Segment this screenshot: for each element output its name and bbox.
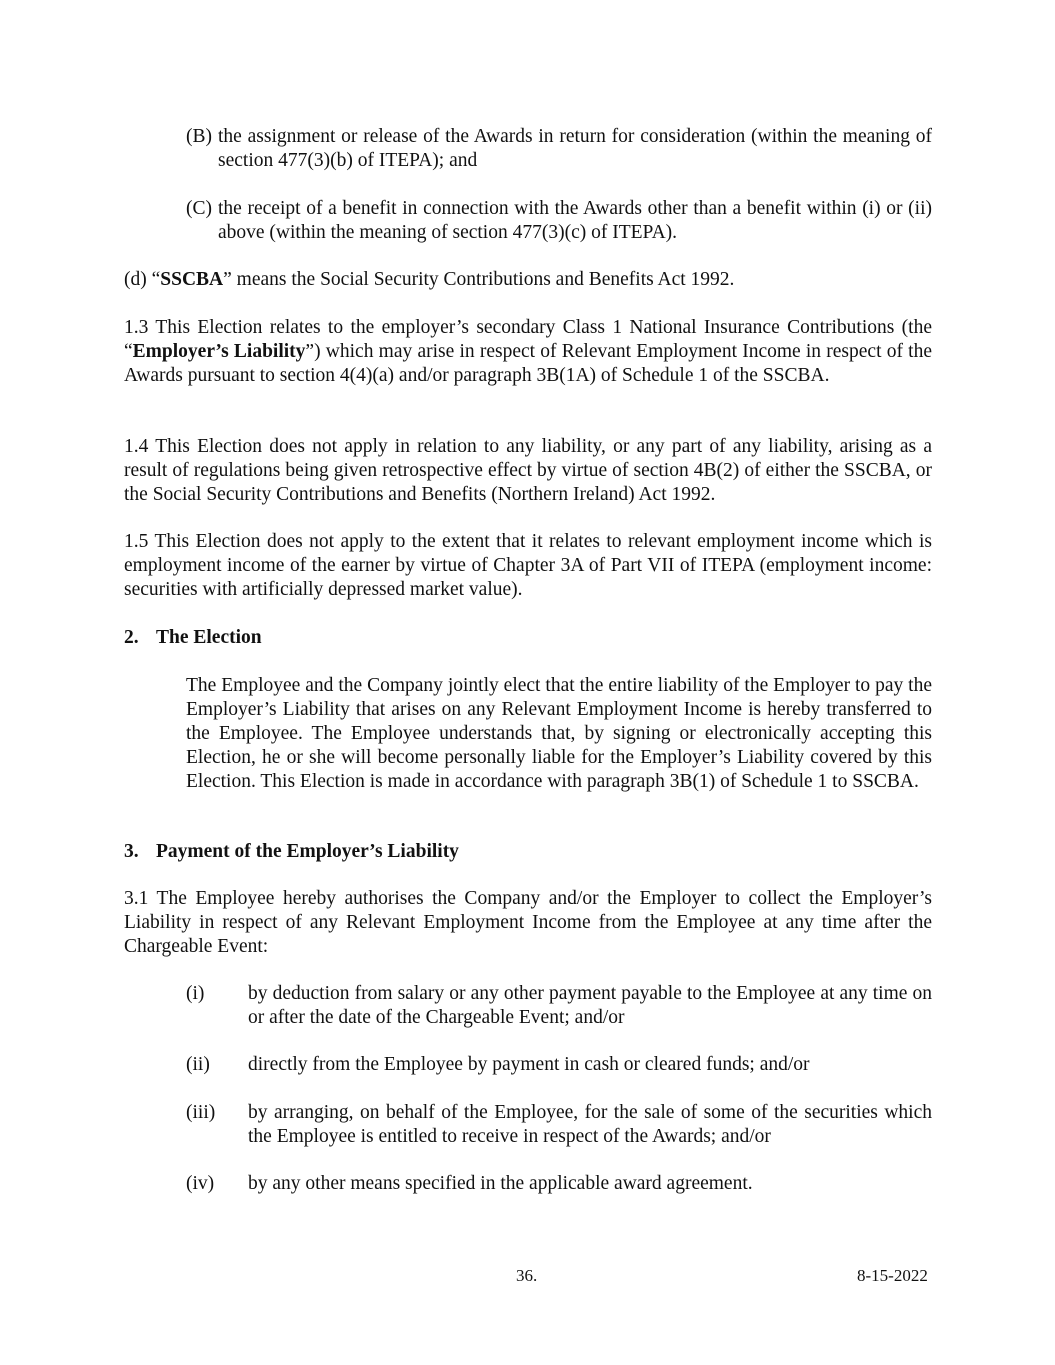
list-item: (ii) directly from the Employee by payment in cash or cleared funds; and/or bbox=[186, 1054, 810, 1075]
section-title: The Election bbox=[156, 627, 262, 648]
footer-date: 8-15-2022 bbox=[857, 1266, 928, 1285]
section-heading-3: 3. Payment of the Employer’s Liability bbox=[124, 841, 459, 862]
section-2-body: The Employee and the Company jointly elect that the entire liability of the Employer to pay the Employer’s Liability that arises on any Relevant Employment Income is hereby transferred to the Employee. The Employee understands that, by signing or electronically accepting this Election, he or she will become personally liable for the Employer’s Liability covered by this Election. This Election is made in accordance with paragraph 3B(1) of Schedule 1 to SSCBA. bbox=[186, 675, 932, 792]
paragraph-1-4: 1.4 This Election does not apply in relation to any liability, or any part of any liability, arising as a result of regulations being given retrospective effect by virtue of section 4B(2) of either the SSCBA, or the Social Security Contributions and Benefits (Northern Ireland) Act 1992. bbox=[124, 436, 932, 505]
defined-term: SSCBA bbox=[160, 269, 224, 290]
sub-item-text: the receipt of a benefit in connection with the Awards other than a benefit within (i) or (ii) above (within the meaning of section 477(3)(c) of ITEPA). bbox=[218, 198, 932, 243]
section-title: Payment of the Employer’s Liability bbox=[156, 841, 459, 862]
sub-item-c bbox=[186, 197, 932, 245]
page-number: 36. bbox=[516, 1266, 538, 1285]
list-item: (iii) by arranging, on behalf of the Employee, for the sale of some of the securities which the Employee is entitled to receive in respect of the Awards; and/or bbox=[186, 1102, 932, 1147]
definition-sscba: (d) “SSCBA” means the Social Security Contributions and Benefits Act 1992. bbox=[124, 269, 735, 290]
sub-item-label: (B) bbox=[186, 126, 212, 147]
sub-item-text: the assignment or release of the Awards in return for consideration (within the meaning of section 477(3)(b) of ITEPA); and bbox=[218, 126, 932, 171]
section-heading-2: 2. The Election bbox=[124, 627, 262, 648]
defined-term: Employer’s Liability bbox=[132, 341, 306, 362]
list-item: (iv) by any other means specified in the applicable award agreement. bbox=[186, 1173, 753, 1194]
paragraph-1-3: 1.3 This Election relates to the employer’s secondary Class 1 National Insurance Contributions (the “Employer’s Liability”) which may arise in respect of Relevant Employment Income in respect of the Awards pursuant to section 4(4)(a) and/or paragraph 3B(1A) of Schedule 1 of the SSCBA. bbox=[124, 317, 932, 386]
sub-item-label: (C) bbox=[186, 198, 212, 219]
list-item: (i) by deduction from salary or any other payment payable to the Employee at any time on or after the date of the Chargeable Event; and/or bbox=[186, 983, 932, 1028]
sub-item-b bbox=[186, 125, 932, 173]
paragraph-3-1: 3.1 The Employee hereby authorises the Company and/or the Employer to collect the Employer’s Liability in respect of any Relevant Employment Income from the Employee at any time after the Chargeable Event: bbox=[124, 888, 932, 957]
paragraph-1-5: 1.5 This Election does not apply to the extent that it relates to relevant employment income which is employment income of the earner by virtue of Chapter 3A of Part VII of ITEPA (employment income: securities with artificially depressed market value). bbox=[124, 531, 932, 600]
